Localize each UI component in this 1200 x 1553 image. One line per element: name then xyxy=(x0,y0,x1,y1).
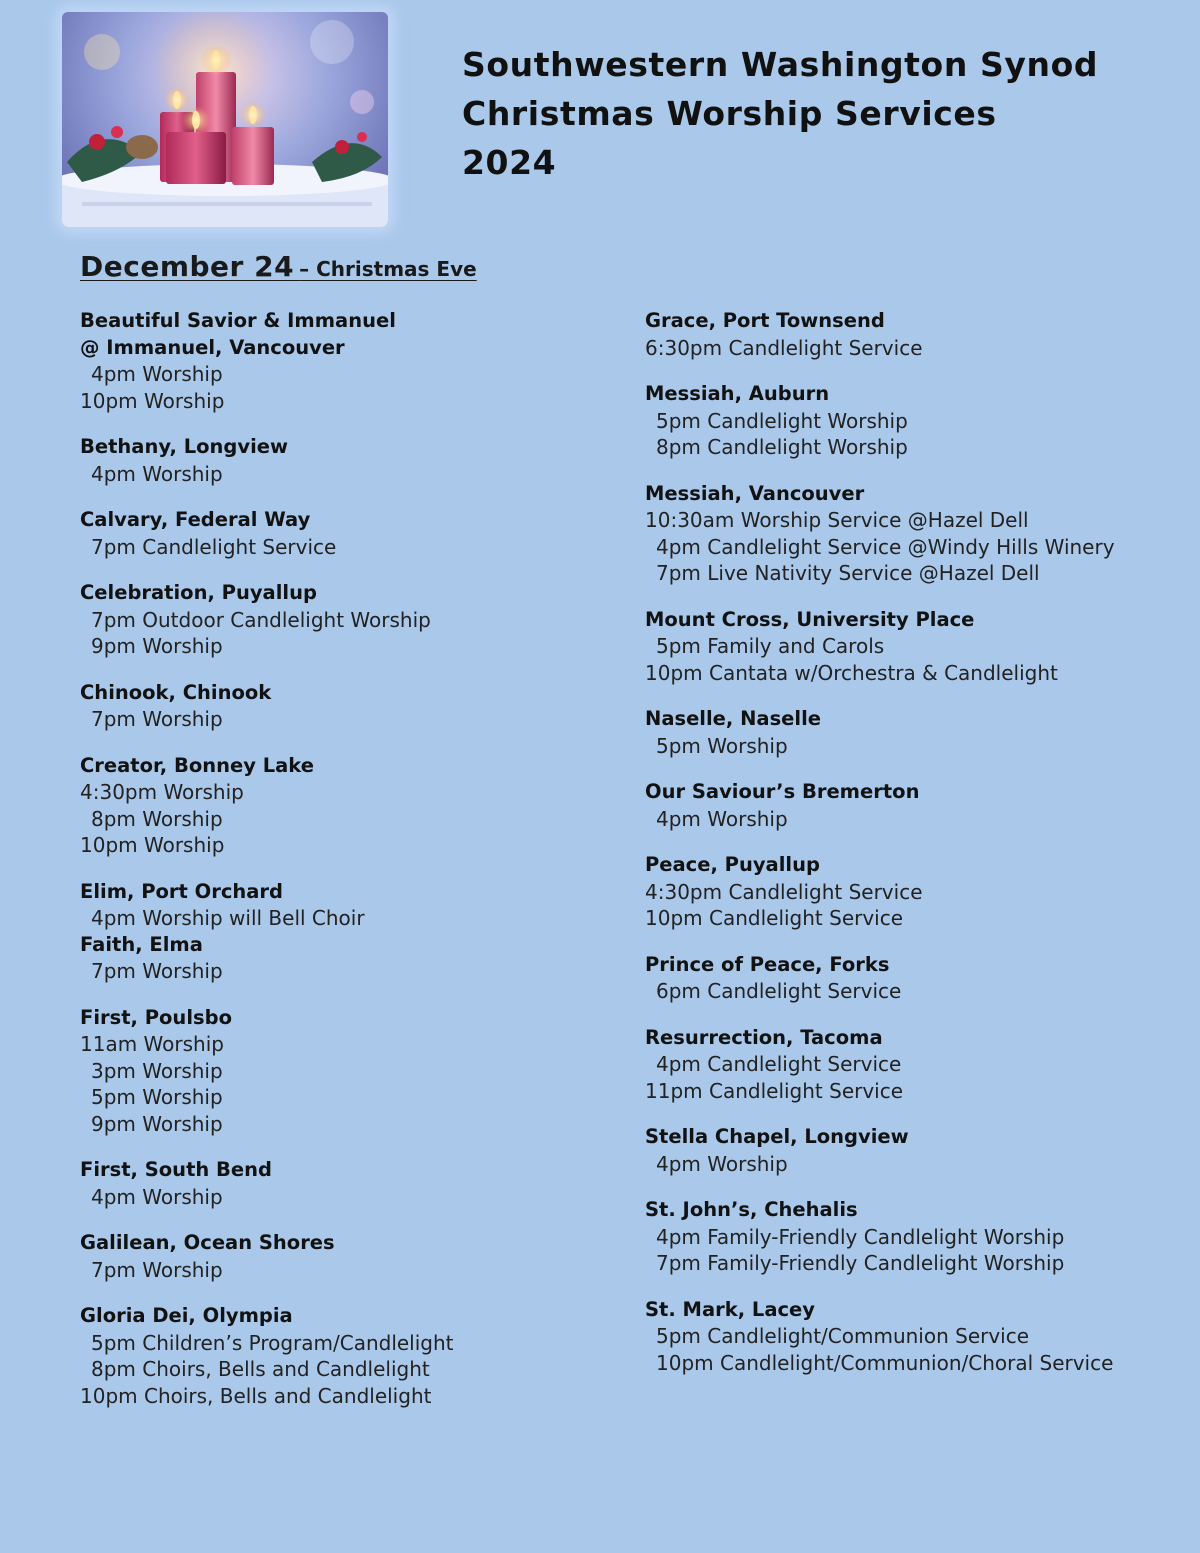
service-time: 7pm Worship xyxy=(91,707,223,731)
congregation-name: Bethany, Longview xyxy=(80,435,289,458)
service-time: 3pm Worship xyxy=(91,1058,223,1083)
title-line-3: 2024 xyxy=(462,143,557,182)
congregation-entry xyxy=(80,932,620,985)
service-time: 10pm Candlelight/Communion/Choral Service xyxy=(656,1350,1114,1375)
congregation-name: Grace, Port Townsend xyxy=(645,309,885,332)
service-time: 8pm Choirs, Bells and Candlelight xyxy=(91,1357,430,1381)
congregation-entry xyxy=(645,852,1185,932)
congregation-entry xyxy=(80,1303,620,1409)
right-column xyxy=(645,308,1185,1396)
service-time: 9pm Worship xyxy=(91,1111,223,1136)
service-time: 4pm Candlelight Service @Windy Hills Winery xyxy=(656,534,1115,559)
congregation-name: @ Immanuel, Vancouver xyxy=(80,335,345,359)
candles-illustration xyxy=(62,12,388,227)
congregation-name: Mount Cross, University Place xyxy=(645,607,975,631)
congregation-entry xyxy=(80,580,620,660)
service-time: 5pm Family and Carols xyxy=(656,634,885,658)
page-title xyxy=(462,40,1098,187)
congregation-entry xyxy=(80,680,620,733)
congregation-name: Celebration, Puyallup xyxy=(80,581,317,604)
date-heading-date: December 24 xyxy=(80,250,295,283)
congregation-entry xyxy=(645,1197,1185,1277)
congregation-name: Faith, Elma xyxy=(80,932,203,956)
congregation-entry xyxy=(645,952,1185,1005)
service-time: 4pm Worship xyxy=(656,806,788,831)
date-heading xyxy=(80,250,477,283)
service-time: 4:30pm Candlelight Service xyxy=(645,879,923,904)
congregation-name: Our Saviour’s Bremerton xyxy=(645,780,920,803)
congregation-name: St. John’s, Chehalis xyxy=(645,1198,858,1221)
congregation-entry xyxy=(645,779,1185,832)
congregation-entry xyxy=(80,1230,620,1283)
service-time: 4:30pm Worship xyxy=(80,780,244,804)
congregation-entry xyxy=(80,434,620,487)
congregation-entry xyxy=(80,753,620,859)
service-time: 6:30pm Candlelight Service xyxy=(645,335,923,360)
service-time: 4pm Worship xyxy=(91,461,223,486)
congregation-entry xyxy=(645,1297,1185,1377)
service-time: 4pm Candlelight Service xyxy=(656,1052,902,1076)
service-time: 11pm Candlelight Service xyxy=(645,1078,904,1103)
congregation-name: Galilean, Ocean Shores xyxy=(80,1231,335,1254)
service-time: 8pm Worship xyxy=(91,806,223,831)
congregation-entry xyxy=(645,308,1185,361)
congregation-entry xyxy=(645,1025,1185,1105)
congregation-name: Stella Chapel, Longview xyxy=(645,1125,909,1148)
congregation-name: Peace, Puyallup xyxy=(645,853,820,876)
service-time: 7pm Worship xyxy=(91,959,223,983)
service-time: 9pm Worship xyxy=(91,634,223,658)
congregation-name: Elim, Port Orchard xyxy=(80,879,283,903)
congregation-entry xyxy=(645,706,1185,759)
service-time: 10:30am Worship Service @Hazel Dell xyxy=(645,508,1029,532)
congregation-name: Naselle, Naselle xyxy=(645,707,822,730)
service-time: 10pm Choirs, Bells and Candlelight xyxy=(80,1383,432,1408)
congregation-name: Calvary, Federal Way xyxy=(80,508,311,531)
congregation-entry xyxy=(80,308,620,414)
congregation-entry xyxy=(80,1157,620,1210)
service-time: 7pm Worship xyxy=(91,1257,223,1282)
congregation-name: St. Mark, Lacey xyxy=(645,1297,815,1321)
congregation-entry xyxy=(80,1005,620,1138)
title-line-2: Christmas Worship Services xyxy=(462,94,997,133)
congregation-entry xyxy=(80,507,620,560)
service-time: 5pm Candlelight Worship xyxy=(656,408,908,433)
congregation-name: Prince of Peace, Forks xyxy=(645,952,890,976)
service-time: 4pm Worship xyxy=(91,362,223,386)
service-time: 10pm Cantata w/Orchestra & Candlelight xyxy=(645,660,1058,685)
congregation-name: Messiah, Vancouver xyxy=(645,481,865,505)
congregation-entry xyxy=(645,607,1185,687)
left-column xyxy=(80,308,620,1429)
service-time: 4pm Family-Friendly Candlelight Worship xyxy=(656,1224,1065,1249)
service-time: 6pm Candlelight Service xyxy=(656,979,902,1003)
service-time: 7pm Candlelight Service xyxy=(91,534,337,559)
service-time: 10pm Worship xyxy=(80,833,225,857)
congregation-name: Creator, Bonney Lake xyxy=(80,753,314,777)
service-time: 4pm Worship xyxy=(91,1184,223,1209)
congregation-name: Beautiful Savior & Immanuel xyxy=(80,309,396,332)
congregation-name: First, South Bend xyxy=(80,1158,272,1181)
service-time: 7pm Live Nativity Service @Hazel Dell xyxy=(656,561,1040,585)
service-time: 8pm Candlelight Worship xyxy=(656,435,908,459)
service-time: 4pm Worship xyxy=(656,1151,788,1176)
candles-photo xyxy=(62,12,388,227)
congregation-entry xyxy=(645,481,1185,587)
service-time: 7pm Outdoor Candlelight Worship xyxy=(91,607,431,632)
congregation-name: Resurrection, Tacoma xyxy=(645,1025,883,1049)
congregation-entry xyxy=(645,1124,1185,1177)
congregation-name: First, Poulsbo xyxy=(80,1005,232,1029)
service-time: 11am Worship xyxy=(80,1032,224,1056)
congregation-name: Messiah, Auburn xyxy=(645,382,830,405)
service-time: 5pm Worship xyxy=(91,1085,223,1109)
service-time: 5pm Children’s Program/Candlelight xyxy=(91,1330,454,1355)
congregation-entry xyxy=(80,879,620,932)
service-time: 5pm Candlelight/Communion Service xyxy=(656,1324,1030,1348)
service-time: 7pm Family-Friendly Candlelight Worship xyxy=(656,1251,1065,1275)
congregation-entry xyxy=(645,381,1185,461)
service-time: 10pm Candlelight Service xyxy=(645,906,904,930)
congregation-name: Gloria Dei, Olympia xyxy=(80,1304,293,1327)
date-heading-label: – Christmas Eve xyxy=(299,257,477,281)
title-line-1: Southwestern Washington Synod xyxy=(462,45,1099,84)
service-time: 5pm Worship xyxy=(656,733,788,758)
service-time: 4pm Worship will Bell Choir xyxy=(91,906,365,930)
service-time: 10pm Worship xyxy=(80,388,225,413)
congregation-name: Chinook, Chinook xyxy=(80,680,272,704)
